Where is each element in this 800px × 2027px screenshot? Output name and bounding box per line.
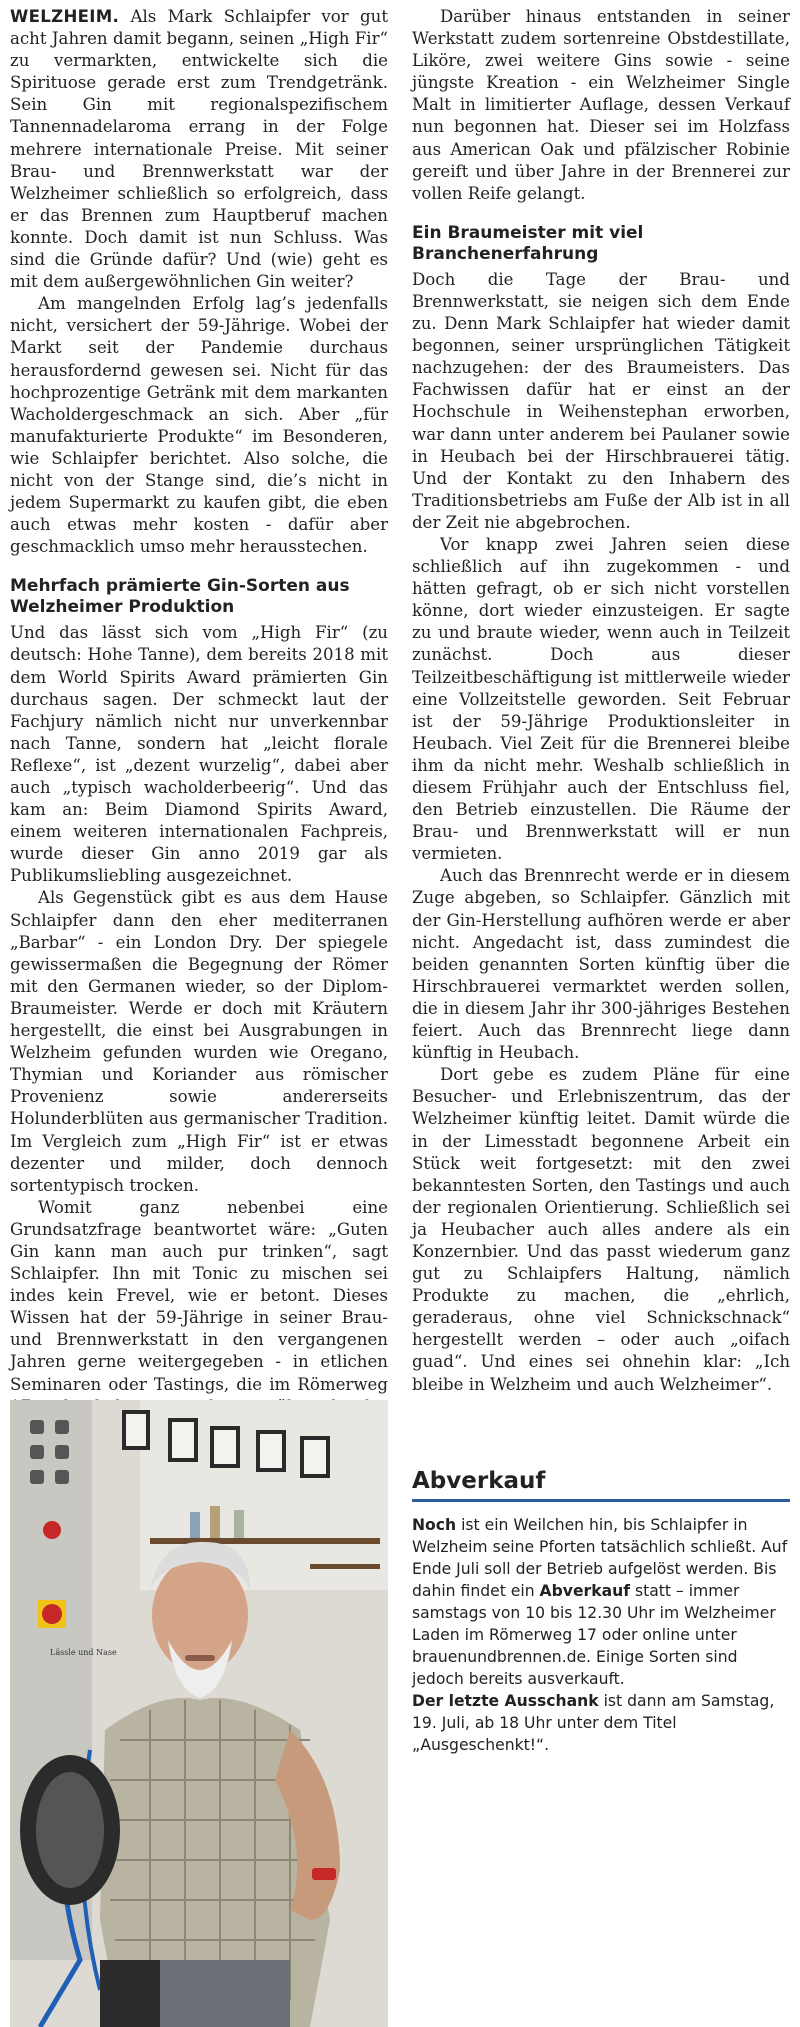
article-paragraph: Womit ganz nebenbei eine Grundsatzfrage beantwortet wäre: „Guten Gin kann man auch pur trinken“, sagt Schlaipfer. Ihn mit Tonic zu mischen sei indes kein Frevel, wie er betont. Dieses Wissen hat der 59-Jährige in seiner Brau- und Brennwerkstatt in den vergangenen Jahren gerne weitergegeben - in etlichen Seminaren oder Tastings, die im Römerweg — [10, 1197, 388, 1394]
article-paragraph: Darüber hinaus entstanden in seiner Werkstatt zudem sortenreine Obstdestillate, Liköre, zwei weitere Gins sowie - seine jüngste Kreation - ein Welzheimer Single Malt in limitierter Auflage, dessen Verkauf nun begonnen hat. Dieser sei im Holzfass aus American Oak und pfälzischer Robinie gereift und über Jahre in der Brennerei zur vollen Reife gelangt. — [412, 7, 790, 203]
info-box-bold: Noch — [412, 1516, 457, 1534]
article-column-left — [10, 6, 388, 1440]
subheading: Mehrfach prämierte Gin-Sorten aus Welzheimer Produktion — [10, 576, 350, 618]
article-paragraph: Und das lässt sich vom „High Fir“ (zu deutsch: Hohe Tanne), dem bereits 2018 mit dem World Spirits Award prämierten Gin durchaus sagen. Der schmeckt laut der Fachjury nämlich nicht nur unverkennbar nach Tanne, sondern hat „leicht florale Reflexe“, ist „dezent wurzelig“, dabei aber auch „typisch wacholderbeerig“. Und das kam an: Beim Diamond Spirits Award, einem weiteren internationalen Fachpreis, wurde dieser Gin anno 2019 gar als Publikumsliebling ausgezeichnet. — [10, 623, 388, 886]
info-box-title: Abverkauf — [412, 1466, 790, 1502]
article-photo — [10, 1400, 388, 2027]
info-box-text: statt – immer samstags von 10 bis 12.30 Uhr im Welzheimer Laden im Römerweg 17 oder online unter brauenundbrennen.de. Einige Sorten sind jedoch bereits ausverkauft. — [412, 1582, 776, 1688]
lead-text: Als Mark Schlaipfer vor gut acht Jahren damit begann, seinen „High Fir“ zu vermarkten, entwickelte sich die Spirituose gerade erst zum Trendgetränk. Sein Gin mit regionalspezifischem Tannennadelaroma errang in der Folge mehrere internationale Preise. Mit seiner Brau- und Brennwerkstatt war der Welzheimer schließlich so erfolgreich, dass er das Brennen zum Hauptberuf machen konnte. Doch damit ist nun Schluss. Was sind die Gründe dafür? Und (wie) geht es mit dem außergewöhnlichen Gin weiter? — [10, 7, 388, 292]
article-paragraph: Doch die Tage der Brau- und Brennwerkstatt, sie neigen sich dem Ende zu. Denn Mark Schlaipfer hat wieder damit begonnen, seiner ursprünglichen Tätigkeit nachzugehen: der des Braumeisters. Das Fachwissen dafür hat er einst an der Hochschule in Weihenstephan erworben, war dann unter anderem bei Paulaner sowie in Heubach bei der Hirschbrauerei tätig. Und der Kontakt zu den Inhabern des Traditionsbetriebs am Fuße der Alb ist in all der Zeit nie abgebrochen. — [412, 269, 790, 532]
article-paragraph: Auch das Brennrecht werde er in diesem Zuge abgeben, so Schlaipfer. Gänzlich mit der Gin-Herstellung aufhören werde er aber nicht. Angedacht ist, dass zumindest die beiden genannten Sorten künftig über die Hirschbrauerei vermarktet werden sollen, die in diesem Jahr ihr 300-jähriges Bestehen feiert. Auch das Brennrecht liege dann künftig in Heubach. — [412, 866, 790, 1063]
info-box-text: ist ein Weilchen hin, bis Schlaipfer in Welzheim seine Pforten tatsächlich schließt. Auf Ende Juli soll der Betrieb aufgelöst werden. Bis dahin findet ein — [412, 1516, 788, 1600]
info-box-body — [412, 1514, 790, 1756]
info-box-bold: Abverkauf — [539, 1582, 630, 1600]
article-column-right — [412, 6, 790, 1396]
photo-label: Lässle und Nase — [50, 1648, 117, 1657]
info-box-text: ist dann am Samstag, 19. Juli, ab 18 Uhr unter dem Titel „Ausgeschenkt!“. — [412, 1692, 775, 1754]
article-paragraph: Als Gegenstück gibt es aus dem Hause Schlaipfer dann den eher mediterranen „Barbar“ - ein London Dry. Der spiegele gewissermaßen die Begegnung der Römer mit den Germanen wieder, so der Diplom-Braumeister. Werde er doch mit Kräutern hergestellt, die einst bei Ausgrabungen in Welzheim gefunden wurden wie Oregano, Thymian und Koriander aus römischer Provenienz sowie andererseits Holunderblüten aus germanischer Tradition. Im Vergleich zum „High Fir“ ist er etwas dezenter und milder, doch dennoch sortentypisch trocken. — [10, 888, 388, 1195]
dateline: WELZHEIM. — [10, 7, 120, 26]
info-box — [412, 1466, 790, 1756]
info-box-bold: Der letzte Ausschank — [412, 1692, 599, 1710]
article-paragraph: Dort gebe es zudem Pläne für eine Besucher- und Erlebniszentrum, das der Welzheimer künftig leitet. Damit würde die in der Limesstadt begonnene Arbeit ein Stück weit fortgesetzt: mit den zwei bekanntesten Sorten, den Tastings und auch der regionalen Orientierung. Schließlich sei ja Heubacher auch alles andere als ein Konzernbier. Und das passt wiederum ganz gut zu Schlaipfers Haltung, nämlich Produkte zu machen, die „ehrlich, geraderaus, ohne viel Schnickschnack“ hergestellt werden – oder auch „oifach guad“. Und eines sei ohnehin klar: „Ich bleibe in Welzheim und auch Welzheimer“. — [412, 1065, 790, 1394]
article-paragraph: Vor knapp zwei Jahren seien diese schließlich auf ihn zugekommen - und hätten gefragt, ob er sich nicht vorstellen könne, dort wieder einzusteigen. Er sagte zu und braute wieder, wenn auch in Teilzeit zunächst. Doch aus dieser Teilzeitbeschäftigung ist mittlerweile wieder eine Vollzeitstelle geworden. Seit Februar ist der 59-Jährige Produktionsleiter in Heubach. Viel Zeit für die Brennerei bleibe ihm da nicht mehr. Weshalb schließlich in diesem Frühjahr auch der Entschluss fiel, den Betrieb einzustellen. Die Räume der Brau- und Brennwerkstatt will er nun vermieten. — [412, 534, 790, 864]
subheading: Ein Braumeister mit viel Branchenerfahrung — [412, 222, 644, 264]
lead-paragraph — [10, 6, 388, 293]
article-paragraph: Am mangelnden Erfolg lag’s jedenfalls nicht, versichert der 59-Jährige. Wobei der Markt seit der Pandemie durchaus herausfordernd gewesen sei. Nicht für das hochprozentige Getränk mit dem markanten Wacholdergeschmack an sich. Aber „für manufakturierte Produkte“ im Besonderen, wie Schlaipfer berichtet. Also solche, die nicht von der Stange sind, die’s nicht in jedem Supermarkt zu kaufen gibt, die eben auch etwas mehr kosten - dafür aber geschmacklich umso mehr herausstechen. — [10, 294, 388, 557]
